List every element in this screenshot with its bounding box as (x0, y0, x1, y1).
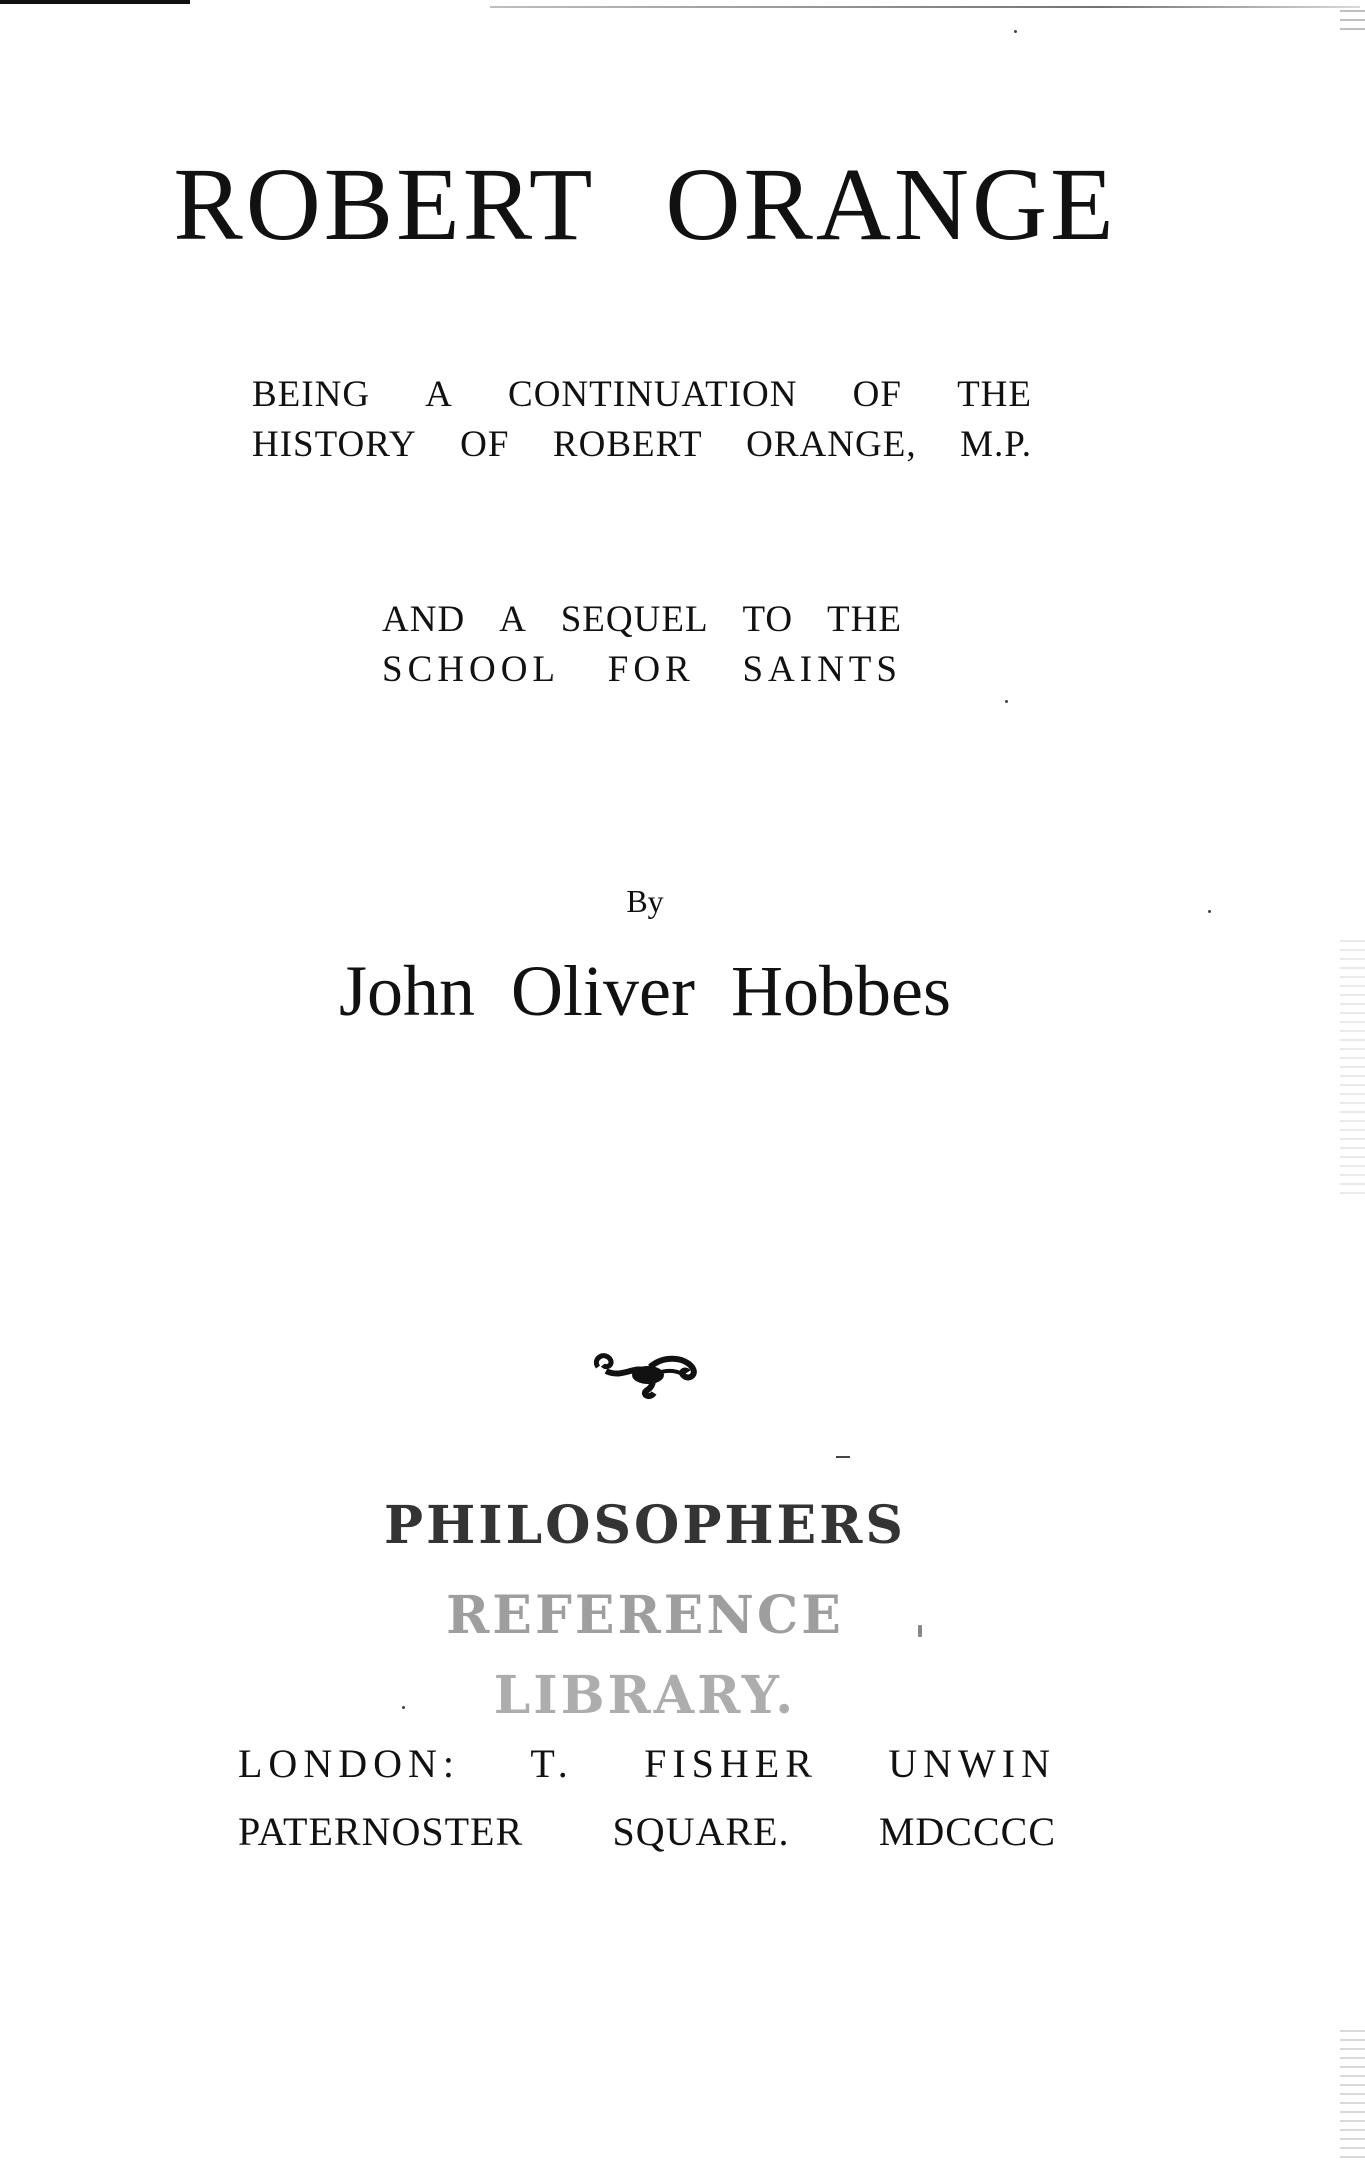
paper-speck (402, 1706, 405, 1709)
sequel-line-1 (382, 595, 902, 645)
sequel-word: TO (742, 599, 794, 640)
book-title (0, 145, 1290, 264)
subtitle-word: THE (957, 374, 1032, 415)
subtitle-word: ORANGE, (746, 424, 917, 465)
sequel-line-2 (382, 645, 902, 695)
sequel-word: AND (382, 599, 466, 640)
top-rule-left (0, 0, 190, 4)
scan-edge-noise (1340, 10, 1365, 32)
title-word-2: ORANGE (665, 147, 1117, 262)
imprint-line-1 (238, 1740, 1056, 1787)
paper-speck (1208, 910, 1211, 913)
paper-speck (836, 1456, 850, 1458)
imprint-word: LONDON: (238, 1741, 460, 1786)
subtitle-word: OF (460, 424, 510, 465)
imprint-word: MDCCCC (878, 1809, 1056, 1854)
byline: By (626, 883, 664, 919)
imprint-word: SQUARE. (612, 1809, 790, 1854)
imprint-word: PATERNOSTER (238, 1809, 524, 1854)
library-stamp-line-1: PHILOSOPHERS (384, 1495, 906, 1556)
subtitle-line-2 (252, 420, 1032, 470)
fleuron-ornament-icon (588, 1345, 708, 1405)
sequel-word: SCHOOL (382, 649, 561, 690)
scan-edge-noise (1340, 940, 1365, 1200)
subtitle (252, 370, 1032, 470)
subtitle-word: BEING (252, 374, 371, 415)
subtitle-word: CONTINUATION (508, 374, 798, 415)
sequel-note (382, 595, 902, 695)
scan-edge-noise (1340, 2030, 1365, 2160)
sequel-word: THE (827, 599, 902, 640)
top-rule-right (490, 6, 1360, 8)
imprint-word: FISHER (644, 1741, 818, 1786)
subtitle-word: M.P. (960, 424, 1032, 465)
library-stamp-line-2: REFERENCE (446, 1585, 844, 1646)
author-name: John Oliver Hobbes (339, 951, 951, 1031)
imprint-word: UNWIN (888, 1741, 1056, 1786)
paper-speck (918, 1625, 922, 1637)
subtitle-line-1 (252, 370, 1032, 420)
sequel-word: A (499, 599, 527, 640)
subtitle-word: OF (852, 374, 902, 415)
imprint-line-2 (238, 1808, 1056, 1855)
title-word-1: ROBERT (173, 147, 596, 262)
sequel-word: SAINTS (742, 649, 902, 690)
library-stamp-line-3: LIBRARY. (493, 1665, 797, 1726)
subtitle-word: A (425, 374, 453, 415)
imprint-word: T. (530, 1741, 574, 1786)
paper-speck (1005, 700, 1008, 703)
paper-speck (1014, 30, 1017, 33)
sequel-word: FOR (607, 649, 695, 690)
subtitle-word: ROBERT (552, 424, 703, 465)
subtitle-word: HISTORY (252, 424, 417, 465)
sequel-word: SEQUEL (560, 599, 709, 640)
